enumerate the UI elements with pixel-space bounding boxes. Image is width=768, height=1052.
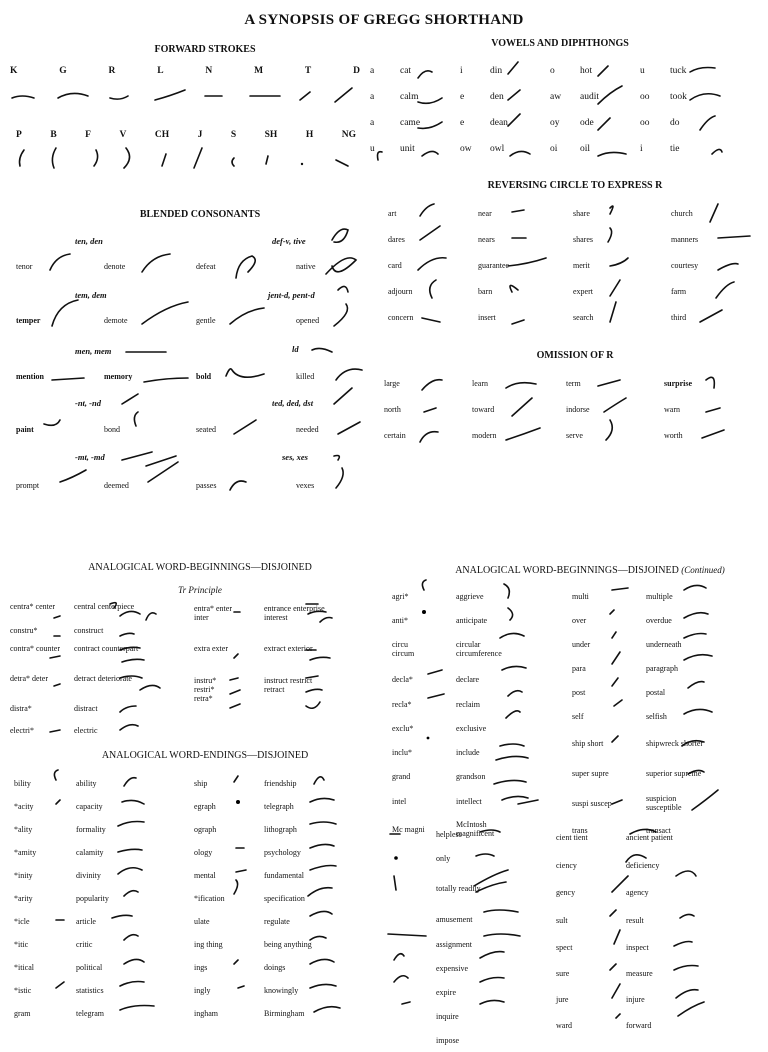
awe-suffix: *inity xyxy=(14,871,33,880)
awbc-prefix: decla* xyxy=(392,674,413,684)
lower-example: deficiency xyxy=(626,860,660,870)
awbc-example: paragraph xyxy=(646,663,678,673)
awe-example: lithograph xyxy=(264,825,297,834)
vowel-word: do xyxy=(670,118,680,128)
awbc-prefix: para xyxy=(572,663,586,673)
blended-rule: -nt, -nd xyxy=(75,398,101,408)
awe-suffix: ograph xyxy=(194,825,217,834)
lower-example: expensive xyxy=(436,963,468,973)
awbc-example: suspicion susceptible xyxy=(646,794,682,812)
reversing-word: shares xyxy=(573,234,593,244)
blended-word: needed xyxy=(296,425,319,434)
awe-suffix: gram xyxy=(14,1009,31,1018)
blended-word: seated xyxy=(196,425,216,434)
awb-outlines xyxy=(10,598,370,748)
stroke-letter: NG xyxy=(341,130,356,140)
reversing-word: barn xyxy=(478,286,493,296)
reversing-word: search xyxy=(573,312,594,322)
vowel-sound: ow xyxy=(460,144,472,154)
vowel-sound: oo xyxy=(640,92,650,102)
vowel-word: owl xyxy=(490,144,505,154)
blended-word: denote xyxy=(104,262,126,271)
reversing-word: near xyxy=(478,208,492,218)
awe-example: telegraph xyxy=(264,802,294,811)
lower-example: measure xyxy=(626,968,653,978)
awb-heading: ANALOGICAL WORD-BEGINNINGS—DISJOINED xyxy=(88,562,312,573)
omission-word: term xyxy=(566,378,581,388)
blended-rule: tem, dem xyxy=(75,290,107,300)
vowel-word: hot xyxy=(580,66,593,76)
vowel-sound: aw xyxy=(550,92,562,102)
vowel-word: unit xyxy=(400,144,415,154)
lower-prefix: gency xyxy=(556,887,576,897)
vowel-sound: i xyxy=(460,66,463,76)
awbc-example: McIntosh magnificent xyxy=(456,820,495,838)
awe-example: capacity xyxy=(76,802,103,811)
lower-prefix: cient tient xyxy=(556,832,588,842)
awbc-prefix: grand xyxy=(392,771,411,781)
awbc-example: multiple xyxy=(646,591,673,601)
stroke-letter: K xyxy=(10,66,18,76)
awbc-prefix: exclu* xyxy=(392,723,414,733)
awbc-example: reclaim xyxy=(456,699,480,709)
awbc-example: underneath xyxy=(646,639,682,649)
awbc-prefix: ship short xyxy=(572,738,604,748)
awe-example: fundamental xyxy=(264,871,304,880)
awbc-outlines xyxy=(392,578,764,824)
vowel-sound: e xyxy=(460,92,465,102)
awbc-example: include xyxy=(456,747,480,757)
vowel-word: tuck xyxy=(670,66,687,76)
forward-strokes-row1 xyxy=(10,66,360,76)
awbc-example: aggrieve xyxy=(456,591,484,601)
awe-suffix: ingham xyxy=(194,1009,218,1018)
awb-prefix: contra* counter xyxy=(10,644,60,653)
omission-word: north xyxy=(384,404,401,414)
awbc-prefix: super supre xyxy=(572,768,609,778)
lower-example: impose xyxy=(436,1035,460,1045)
blended-word: opened xyxy=(296,316,320,325)
awe-example: political xyxy=(76,963,103,972)
awe-example: knowingly xyxy=(264,986,299,995)
lower-example: inspect xyxy=(626,942,649,952)
lower-example: forward xyxy=(626,1020,652,1030)
awe-example: popularity xyxy=(76,894,109,903)
awb-example: extract exterior xyxy=(264,644,313,653)
forward-strokes-row2 xyxy=(16,130,356,140)
blended-word: killed xyxy=(296,372,315,381)
awe-suffix: *istic xyxy=(14,986,32,995)
vowel-sound: u xyxy=(370,144,375,154)
vowel-sound: a xyxy=(370,118,375,128)
omission-word: warn xyxy=(664,404,680,414)
lower-example: injure xyxy=(626,994,645,1004)
blended-word: paint xyxy=(16,425,34,434)
awbc-prefix: recla* xyxy=(392,699,412,709)
awbc-prefix: trans xyxy=(572,825,588,835)
stroke-letter: V xyxy=(119,130,127,140)
omission-word: toward xyxy=(472,404,495,414)
lower-example: only xyxy=(436,853,451,863)
vowel-word: cat xyxy=(400,66,412,76)
awb-example: instruct restrict retract xyxy=(264,676,313,694)
awe-example: specification xyxy=(264,894,305,903)
awb-example: entrance enterprise interest xyxy=(264,604,325,622)
reversing-word: merit xyxy=(573,260,590,270)
stroke-letter: L xyxy=(157,66,164,76)
awe-example: being anything xyxy=(264,940,312,949)
awe-suffix: *acity xyxy=(14,802,34,811)
blended-word: memory xyxy=(104,372,133,381)
blended-rule: def-v, tive xyxy=(272,236,306,246)
awe-suffix: *icle xyxy=(14,917,30,926)
awb-example: electric xyxy=(74,726,98,735)
reversing-word: expert xyxy=(573,286,593,296)
blended-word: deemed xyxy=(104,481,129,490)
blended-outlines xyxy=(16,220,361,500)
blended-word: mention xyxy=(16,372,44,381)
awe-suffix: ulate xyxy=(194,917,210,926)
blended-word: native xyxy=(296,262,316,271)
awe-suffix: *ification xyxy=(194,894,225,903)
blended-word: bold xyxy=(196,372,212,381)
stroke-letter: CH xyxy=(154,130,170,140)
awe-example: critic xyxy=(76,940,93,949)
stroke-letter: T xyxy=(304,66,312,76)
awb-example: construct xyxy=(74,626,104,635)
page-title: A SYNOPSIS OF GREGG SHORTHAND xyxy=(244,12,524,28)
stroke-letter: S xyxy=(230,130,237,140)
awe-example: psychology xyxy=(264,848,301,857)
awbc-prefix: inclu* xyxy=(392,747,412,757)
awbc-prefix: Mc magni xyxy=(392,824,425,834)
blended-word: demote xyxy=(104,316,128,325)
awe-example: friendship xyxy=(264,779,297,788)
lower-example: result xyxy=(626,915,644,925)
omission-word: worth xyxy=(664,430,683,440)
awbc-prefix: self xyxy=(572,711,584,721)
blended-rule: jent-d, pent-d xyxy=(268,290,315,300)
awe-suffix: ings xyxy=(194,963,208,972)
lower-example: expire xyxy=(436,987,456,997)
vowel-word: came xyxy=(400,118,421,128)
vowel-sound: o xyxy=(550,66,555,76)
vowel-sound: u xyxy=(640,66,645,76)
awbc-example: declare xyxy=(456,674,480,684)
awbc-example: anticipate xyxy=(456,615,488,625)
awbc-example: postal xyxy=(646,687,666,697)
awe-suffix: ology xyxy=(194,848,213,857)
vowel-word: took xyxy=(670,92,687,102)
lower-prefix: jure xyxy=(556,994,569,1004)
omission-word: large xyxy=(384,378,400,388)
reversing-word: art xyxy=(388,208,397,218)
reversing-word: share xyxy=(573,208,590,218)
blended-rule: ses, xes xyxy=(282,452,308,462)
awb-prefix: centra* center xyxy=(10,602,56,611)
vowel-word: calm xyxy=(400,92,419,102)
stroke-letter: SH xyxy=(264,130,278,140)
awbc-continued: (Continued) xyxy=(681,565,725,575)
blended-word: defeat xyxy=(196,262,216,271)
stroke-letter: M xyxy=(254,66,264,76)
reversing-word: church xyxy=(671,208,693,218)
blended-word: prompt xyxy=(16,481,40,490)
omission-word: certain xyxy=(384,430,406,440)
blended-word: vexes xyxy=(296,481,315,490)
lower-example: totally readily xyxy=(436,883,481,893)
blended-rule: ted, ded, dst xyxy=(272,398,314,408)
awe-suffix: mental xyxy=(194,871,216,880)
awb-prefix: extra exter xyxy=(194,644,228,653)
awb-prefix: electri* xyxy=(10,726,34,735)
vowel-sound: i xyxy=(640,144,643,154)
awe-suffix: *ality xyxy=(14,825,33,834)
awe-suffix: *amity xyxy=(14,848,37,857)
blended-rule: -mt, -md xyxy=(75,452,105,462)
omission-word: modern xyxy=(472,430,497,440)
awe-example: calamity xyxy=(76,848,104,857)
lower-example: inquire xyxy=(436,1011,459,1021)
reversing-word: insert xyxy=(478,312,496,322)
vowel-sound: oo xyxy=(640,118,650,128)
reversing-word: adjourn xyxy=(388,286,413,296)
awe-example: statistics xyxy=(76,986,104,995)
forward-strokes-row1-outlines xyxy=(10,86,360,106)
lower-example: ancient patient xyxy=(626,832,673,842)
awe-heading: ANALOGICAL WORD-ENDINGS—DISJOINED xyxy=(101,750,309,761)
awb-example: detract deteriorate xyxy=(74,674,132,683)
awbc-example: selfish xyxy=(646,711,667,721)
omission-word: surprise xyxy=(664,378,692,388)
awbc-example: overdue xyxy=(646,615,672,625)
awe-example: doings xyxy=(264,963,286,972)
awbc-prefix: over xyxy=(572,615,587,625)
awe-suffix: bility xyxy=(14,779,31,788)
vowel-word: audit xyxy=(580,92,599,102)
awbc-example: grandson xyxy=(456,771,486,781)
awe-suffix: ship xyxy=(194,779,208,788)
blended-word: bond xyxy=(104,425,120,434)
awbc-example: intellect xyxy=(456,796,482,806)
vowel-word: den xyxy=(490,92,504,102)
awb-prefix: entra* enter inter xyxy=(194,604,232,622)
awe-example: ability xyxy=(76,779,97,788)
omission-word: indorse xyxy=(566,404,590,414)
lower-example: agency xyxy=(626,887,649,897)
stroke-letter: N xyxy=(205,66,213,76)
lower-prefix: spect xyxy=(556,942,573,952)
stroke-letter: F xyxy=(85,130,91,140)
awe-suffix: *itic xyxy=(14,940,29,949)
awbc-prefix: agri* xyxy=(392,591,409,601)
lower-prefix: ciency xyxy=(556,860,577,870)
blended-word: gentle xyxy=(196,316,216,325)
reversing-word: dares xyxy=(388,234,405,244)
awbc-prefix: suspi suscep xyxy=(572,798,612,808)
lower-prefix: sult xyxy=(556,915,568,925)
awbc-heading-text: ANALOGICAL WORD-BEGINNINGS—DISJOINED xyxy=(455,565,679,576)
stroke-letter: B xyxy=(50,130,57,140)
reversing-word: manners xyxy=(671,234,699,244)
vowel-sound: a xyxy=(370,92,375,102)
awbc-prefix: circu circum xyxy=(392,640,415,658)
reversing-word: courtesy xyxy=(671,260,699,270)
awb-prefix: detra* deter xyxy=(10,674,48,683)
forward-strokes-row2-outlines xyxy=(16,146,361,170)
awe-example: article xyxy=(76,917,96,926)
vowel-word: din xyxy=(490,66,503,76)
awb-example: distract xyxy=(74,704,98,713)
awbc-prefix: post xyxy=(572,687,586,697)
vowels-outlines xyxy=(370,56,755,166)
awe-suffix: *itical xyxy=(14,963,34,972)
stroke-letter: R xyxy=(108,66,116,76)
reversing-word: concern xyxy=(388,312,414,322)
awe-suffix: *arity xyxy=(14,894,33,903)
awbc-prefix: under xyxy=(572,639,591,649)
awbc-prefix: multi xyxy=(572,591,589,601)
awe-suffix: egraph xyxy=(194,802,216,811)
awbc-example: transact xyxy=(646,825,671,835)
reversing-word: card xyxy=(388,260,402,270)
vowel-sound: a xyxy=(370,66,375,76)
awb-example: contract counterpart xyxy=(74,644,139,653)
vowel-word: tie xyxy=(670,144,680,154)
awbc-example: exclusive xyxy=(456,723,487,733)
awbc-prefix: intel xyxy=(392,796,407,806)
lower-example: assignment xyxy=(436,939,472,949)
awb-prefix: instru* restri* retra* xyxy=(194,676,217,703)
reversing-word: guarantee xyxy=(478,260,510,270)
vowel-word: dean xyxy=(490,118,508,128)
lower-prefix: ward xyxy=(556,1020,572,1030)
awe-suffix: ing thing xyxy=(194,940,223,949)
blended-word: tenor xyxy=(16,262,33,271)
awbc-prefix: anti* xyxy=(392,615,408,625)
omission-word: serve xyxy=(566,430,583,440)
awe-example: telegram xyxy=(76,1009,104,1018)
awbc-example: circular circumference xyxy=(456,640,502,658)
lower-outlines xyxy=(380,820,764,1024)
stroke-letter: J xyxy=(197,130,203,140)
lower-prefix: sure xyxy=(556,968,570,978)
awe-example: divinity xyxy=(76,871,101,880)
awb-prefix: constru* xyxy=(10,626,38,635)
awe-outlines xyxy=(14,768,369,1024)
vowel-word: ode xyxy=(580,118,594,128)
awbc-heading xyxy=(420,565,760,576)
awe-example: formality xyxy=(76,825,106,834)
awb-example: central centerpiece xyxy=(74,602,135,611)
stroke-letter: D xyxy=(353,66,360,76)
omission-word: learn xyxy=(472,378,488,388)
blended-rule: ten, den xyxy=(75,236,103,246)
vowel-sound: e xyxy=(460,118,465,128)
reversing-word: farm xyxy=(671,286,687,296)
awb-prefix: distra* xyxy=(10,704,32,713)
blended-heading: BLENDED CONSONANTS xyxy=(139,209,261,220)
vowel-word: oil xyxy=(580,144,591,154)
vowels-heading: VOWELS AND DIPHTHONGS xyxy=(491,38,629,49)
blended-word: temper xyxy=(16,316,41,325)
reversing-outlines xyxy=(388,198,763,332)
vowel-sound: oy xyxy=(550,118,560,128)
stroke-letter: P xyxy=(16,130,22,140)
reversing-word: nears xyxy=(478,234,495,244)
omission-heading: OMISSION OF R xyxy=(536,350,614,361)
awe-example: Birmingham xyxy=(264,1009,305,1018)
stroke-letter: H xyxy=(305,130,314,140)
blended-rule: men, mem xyxy=(75,346,112,356)
reversing-word: third xyxy=(671,312,687,322)
awbc-example: shipwreck shorter xyxy=(646,738,704,748)
stroke-letter: G xyxy=(59,66,67,76)
forward-strokes-heading: FORWARD STROKES xyxy=(154,44,256,55)
reversing-heading: REVERSING CIRCLE TO EXPRESS R xyxy=(487,180,663,191)
blended-rule: ld xyxy=(292,344,299,354)
awe-suffix: ingly xyxy=(194,986,211,995)
awb-subheading: Tr Principle xyxy=(178,585,222,595)
awbc-example: superior supreme xyxy=(646,768,702,778)
awe-example: regulate xyxy=(264,917,290,926)
vowel-sound: oi xyxy=(550,144,558,154)
omission-outlines xyxy=(384,368,764,452)
lower-example: amusement xyxy=(436,914,473,924)
lower-example: helpless xyxy=(436,829,462,839)
blended-word: passes xyxy=(196,481,217,490)
